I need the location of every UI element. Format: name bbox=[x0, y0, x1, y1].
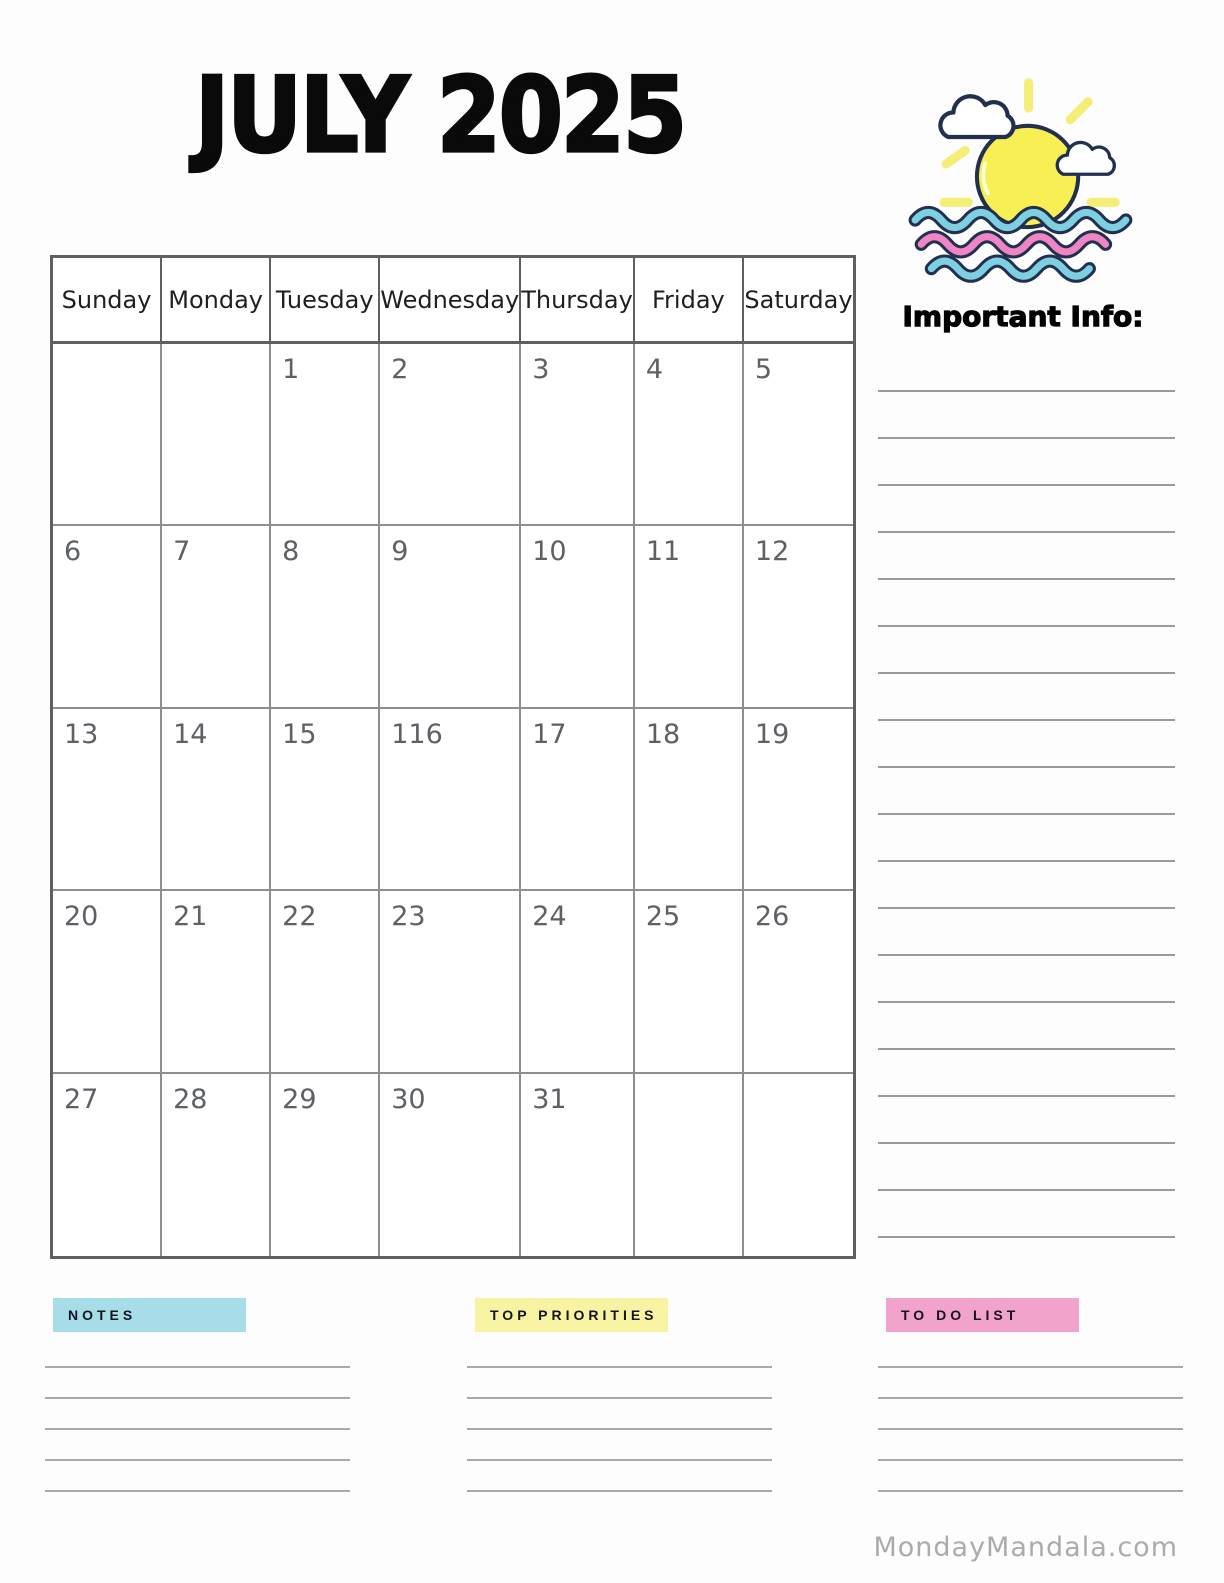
footer-credit-link[interactable]: MondayMandala.com bbox=[873, 1532, 1178, 1563]
day-cell-empty bbox=[53, 344, 162, 526]
day-cell-13: 13 bbox=[53, 709, 162, 891]
day-cell-25: 25 bbox=[635, 891, 744, 1073]
ruled-line bbox=[878, 1490, 1183, 1492]
weekday-header-sunday: Sunday bbox=[53, 258, 162, 344]
page-title: JULY 2025 bbox=[195, 56, 685, 176]
ruled-line bbox=[45, 1366, 350, 1368]
day-cell-10: 10 bbox=[521, 526, 635, 708]
sun-waves-icon bbox=[903, 70, 1141, 288]
to-do-list-section bbox=[878, 1298, 1183, 1521]
top-priorities-section bbox=[467, 1298, 772, 1521]
ruled-line bbox=[878, 1366, 1183, 1368]
weekday-header-friday: Friday bbox=[635, 258, 744, 344]
top-priorities-label: TOP PRIORITIES bbox=[475, 1298, 668, 1332]
ruled-line bbox=[878, 1236, 1175, 1238]
day-cell-1: 1 bbox=[271, 344, 380, 526]
day-cell-24: 24 bbox=[521, 891, 635, 1073]
day-cell-14: 14 bbox=[162, 709, 271, 891]
day-cell-21: 21 bbox=[162, 891, 271, 1073]
weekday-header-thursday: Thursday bbox=[521, 258, 635, 344]
ruled-line bbox=[878, 813, 1175, 815]
ruled-line bbox=[878, 625, 1175, 627]
day-cell-9: 9 bbox=[380, 526, 521, 708]
day-cell-20: 20 bbox=[53, 891, 162, 1073]
day-cell-15: 15 bbox=[271, 709, 380, 891]
day-cell-2: 2 bbox=[380, 344, 521, 526]
day-cell-5: 5 bbox=[744, 344, 853, 526]
day-cell-116: 116 bbox=[380, 709, 521, 891]
notes-label: NOTES bbox=[53, 1298, 246, 1332]
ruled-line bbox=[45, 1459, 350, 1461]
calendar-grid bbox=[50, 255, 856, 1259]
ruled-line bbox=[878, 1142, 1175, 1144]
weekday-header-monday: Monday bbox=[162, 258, 271, 344]
to-do-list-label: TO DO LIST bbox=[886, 1298, 1079, 1332]
ruled-line bbox=[878, 437, 1175, 439]
day-cell-18: 18 bbox=[635, 709, 744, 891]
ruled-line bbox=[878, 1459, 1183, 1461]
ruled-line bbox=[878, 954, 1175, 956]
ruled-line bbox=[45, 1428, 350, 1430]
sun-ray-icon bbox=[1024, 78, 1033, 112]
day-cell-31: 31 bbox=[521, 1074, 635, 1256]
weekday-header-saturday: Saturday bbox=[744, 258, 853, 344]
day-cell-19: 19 bbox=[744, 709, 853, 891]
day-cell-23: 23 bbox=[380, 891, 521, 1073]
ruled-line bbox=[878, 1189, 1175, 1191]
day-cell-27: 27 bbox=[53, 1074, 162, 1256]
ruled-line bbox=[878, 1048, 1175, 1050]
sun-over-waves-illustration bbox=[903, 70, 1141, 288]
day-cell-17: 17 bbox=[521, 709, 635, 891]
day-cell-11: 11 bbox=[635, 526, 744, 708]
ruled-line bbox=[467, 1490, 772, 1492]
day-cell-29: 29 bbox=[271, 1074, 380, 1256]
ruled-line bbox=[467, 1459, 772, 1461]
ruled-line bbox=[878, 531, 1175, 533]
ruled-line bbox=[878, 1001, 1175, 1003]
ruled-line bbox=[467, 1397, 772, 1399]
day-cell-30: 30 bbox=[380, 1074, 521, 1256]
day-cell-6: 6 bbox=[53, 526, 162, 708]
ruled-line bbox=[45, 1397, 350, 1399]
ruled-line bbox=[878, 907, 1175, 909]
notes-section bbox=[45, 1298, 350, 1521]
ruled-line bbox=[878, 484, 1175, 486]
day-cell-7: 7 bbox=[162, 526, 271, 708]
ruled-line bbox=[467, 1366, 772, 1368]
day-cell-empty bbox=[162, 344, 271, 526]
ruled-line bbox=[878, 1397, 1183, 1399]
day-cell-8: 8 bbox=[271, 526, 380, 708]
cloud-icon bbox=[940, 96, 1013, 137]
ruled-line bbox=[878, 578, 1175, 580]
day-cell-empty bbox=[744, 1074, 853, 1256]
weekday-header-tuesday: Tuesday bbox=[271, 258, 380, 344]
ruled-line bbox=[467, 1428, 772, 1430]
important-info-lines bbox=[878, 390, 1175, 1283]
ruled-line bbox=[878, 390, 1175, 392]
important-info-heading: Important Info: bbox=[902, 300, 1144, 333]
day-cell-4: 4 bbox=[635, 344, 744, 526]
ruled-line bbox=[878, 672, 1175, 674]
notes-lines bbox=[45, 1366, 350, 1492]
weekday-header-wednesday: Wednesday bbox=[380, 258, 521, 344]
day-cell-26: 26 bbox=[744, 891, 853, 1073]
day-cell-3: 3 bbox=[521, 344, 635, 526]
day-cell-12: 12 bbox=[744, 526, 853, 708]
ruled-line bbox=[45, 1490, 350, 1492]
ruled-line bbox=[878, 1428, 1183, 1430]
day-cell-empty bbox=[635, 1074, 744, 1256]
ruled-line bbox=[878, 719, 1175, 721]
ruled-line bbox=[878, 1095, 1175, 1097]
day-cell-22: 22 bbox=[271, 891, 380, 1073]
to-do-list-lines bbox=[878, 1366, 1183, 1492]
top-priorities-lines bbox=[467, 1366, 772, 1492]
ruled-line bbox=[878, 766, 1175, 768]
ruled-line bbox=[878, 860, 1175, 862]
day-cell-28: 28 bbox=[162, 1074, 271, 1256]
